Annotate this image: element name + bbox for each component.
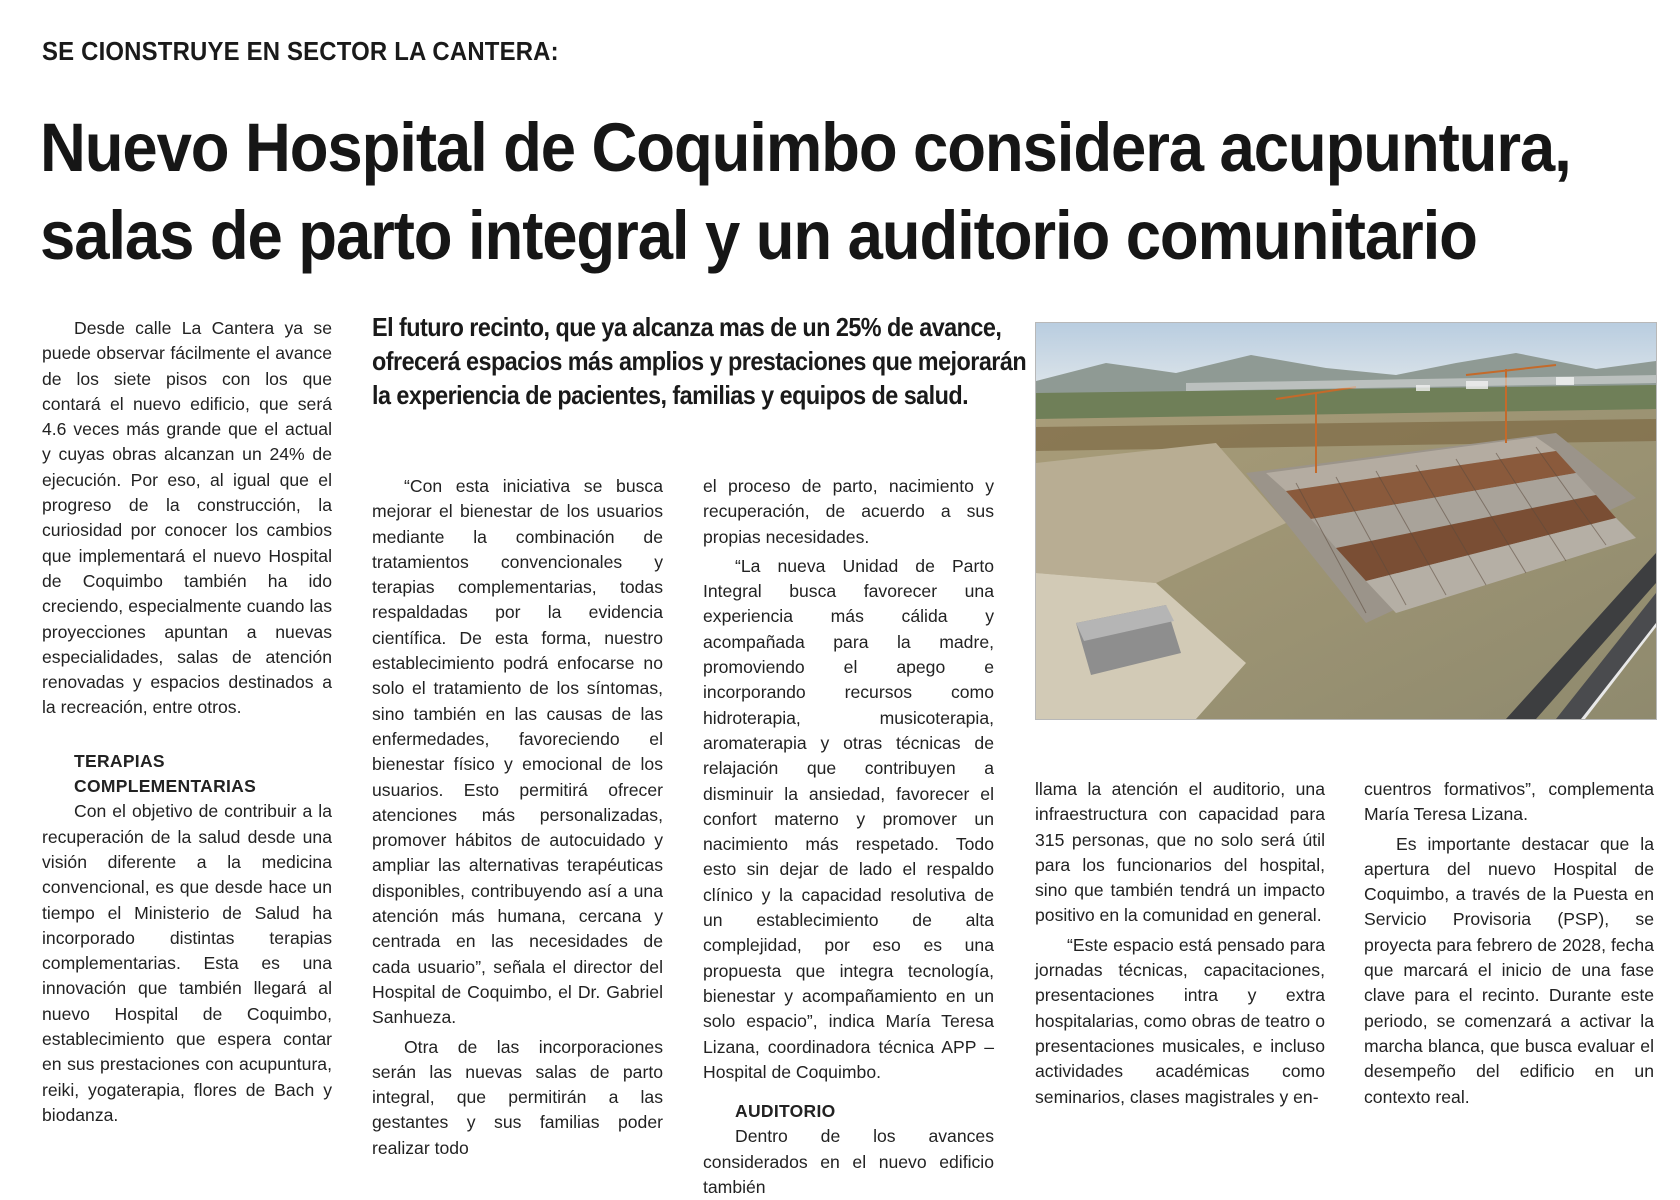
col3-paragraph-3: Dentro de los avances considerados en el nuevo edificio también: [703, 1126, 994, 1198]
construction-site-image: [1036, 323, 1656, 719]
column-4: [1035, 777, 1325, 1110]
column-1: [42, 316, 332, 1128]
lead-line-3: la experiencia de pacientes, familias y equipos de salud.: [372, 380, 969, 410]
headline-line-2: salas de parto integral y un auditorio comunitario: [40, 197, 1477, 274]
lead-paragraph: [372, 310, 1027, 412]
col3-paragraph-1: el proceso de parto, nacimiento y recuperación, de acuerdo a sus propias necesidades.: [703, 476, 994, 547]
lead-line-1: El futuro recinto, que ya alcanza mas de un 25% de avance,: [372, 312, 1002, 342]
subheading-terapias: TERAPIAS COMPLEMENTARIAS: [74, 750, 257, 797]
col5-paragraph-1: cuentros formativos”, complementa María Teresa Lizana.: [1364, 779, 1654, 825]
col1-paragraph-2: Con el objetivo de contribuir a la recuperación de la salud desde una visión diferente a la medicina convencional, es que desde hace un tiempo el Ministerio de Salud ha incorporado distintas terapias complementarias. Esta es una innovación que también llegará al nuevo Hospital de Coquimbo, establecimiento que espera contar en sus prestaciones con acupuntura, reiki, yogaterapia, flores de Bach y biodanza.: [42, 801, 332, 1125]
column-5: [1364, 777, 1654, 1110]
column-3: [703, 474, 994, 1200]
col4-paragraph-2: “Este espacio está pensado para jornadas técnicas, capacitaciones, presentaciones intra y extra hospitalarias, como obras de teatro o presentaciones musicales, e incluso actividades académicas como seminarios, clases magistrales y en-: [1035, 934, 1325, 1107]
col4-paragraph-1: llama la atención el auditorio, una infraestructura con capacidad para 315 personas, que no solo será útil para los funcionarios del hospital, sino que también tendrá un impacto positivo en la comunidad en general.: [1035, 779, 1325, 926]
col5-paragraph-2: Es importante destacar que la apertura del nuevo Hospital de Coquimbo, a través de la Puesta en Servicio Provisoria (PSP), se proyecta para febrero de 2028, fecha que marcará el inicio de una fase clave para el recinto. Durante este periodo, se comenzará a activar la marcha blanca, que busca evaluar el desempeño del edificio en un contexto real.: [1364, 833, 1654, 1107]
lead-line-2: ofrecerá espacios más amplios y prestaciones que mejorarán: [372, 346, 1027, 376]
column-2: [372, 474, 663, 1161]
kicker: SE CIONSTRUYE EN SECTOR LA CANTERA:: [42, 36, 559, 66]
headline-line-1: Nuevo Hospital de Coquimbo considera acupuntura,: [40, 109, 1571, 186]
col1-paragraph-1: Desde calle La Cantera ya se puede observar fácilmente el avance de los siete pisos con los que contará el nuevo edificio, que será 4.6 veces más grande que el actual y cuyas obras alcanzan un 24% de ejecución. Por eso, al igual que el progreso de la construcción, la curiosidad por conocer los cambios que implementará el nuevo Hospital de Coquimbo también ha ido creciendo, especialmente cuando las proyecciones apuntan a nuevas especialidades, salas de atención renovadas y espacios destinados a la recreación, entre otros.: [42, 318, 332, 718]
construction-photo: [1035, 322, 1657, 720]
col2-paragraph-2: Otra de las incorporaciones serán las nuevas salas de parto integral, que permitirán a las gestantes y sus familias poder realizar todo: [372, 1036, 663, 1158]
subheading-auditorio: AUDITORIO: [735, 1101, 836, 1122]
col3-paragraph-2: “La nueva Unidad de Parto Integral busca favorecer una experiencia más cálida y acompañada para la madre, promoviendo el apego e incorporando recursos como hidroterapia, musicoterapia, aromaterapia y otras técnicas de relajación que contribuyen a disminuir la ansiedad, favorecer el confort materno y promover un nacimiento más respetado. Todo esto sin dejar de lado el respaldo clínico y la capacidad resolutiva de un establecimiento de alta complejidad, por eso es una propuesta que integra tecnología, bienestar y acompañamiento en un solo espacio”, indica María Teresa Lizana, coordinadora técnica APP – Hospital de Coquimbo.: [703, 555, 994, 1082]
headline: [40, 104, 1571, 280]
col2-paragraph-1: “Con esta iniciativa se busca mejorar el bienestar de los usuarios mediante la combinación de tratamientos convencionales y terapias complementarias, todas respaldadas por la evidencia científica. De esta forma, nuestro establecimiento podrá enfocarse no solo el tratamiento de los síntomas, sino también en las causas de las enfermedades, favoreciendo el bienestar físico y emocional de los usuarios. Esto permitirá ofrecer atenciones más personalizadas, promover hábitos de autocuidado y ampliar las alternativas terapéuticas disponibles, contribuyendo así a una atención más humana, cercana y centrada en las necesidades de cada usuario”, señala el director del Hospital de Coquimbo, el Dr. Gabriel Sanhueza.: [372, 476, 663, 1028]
